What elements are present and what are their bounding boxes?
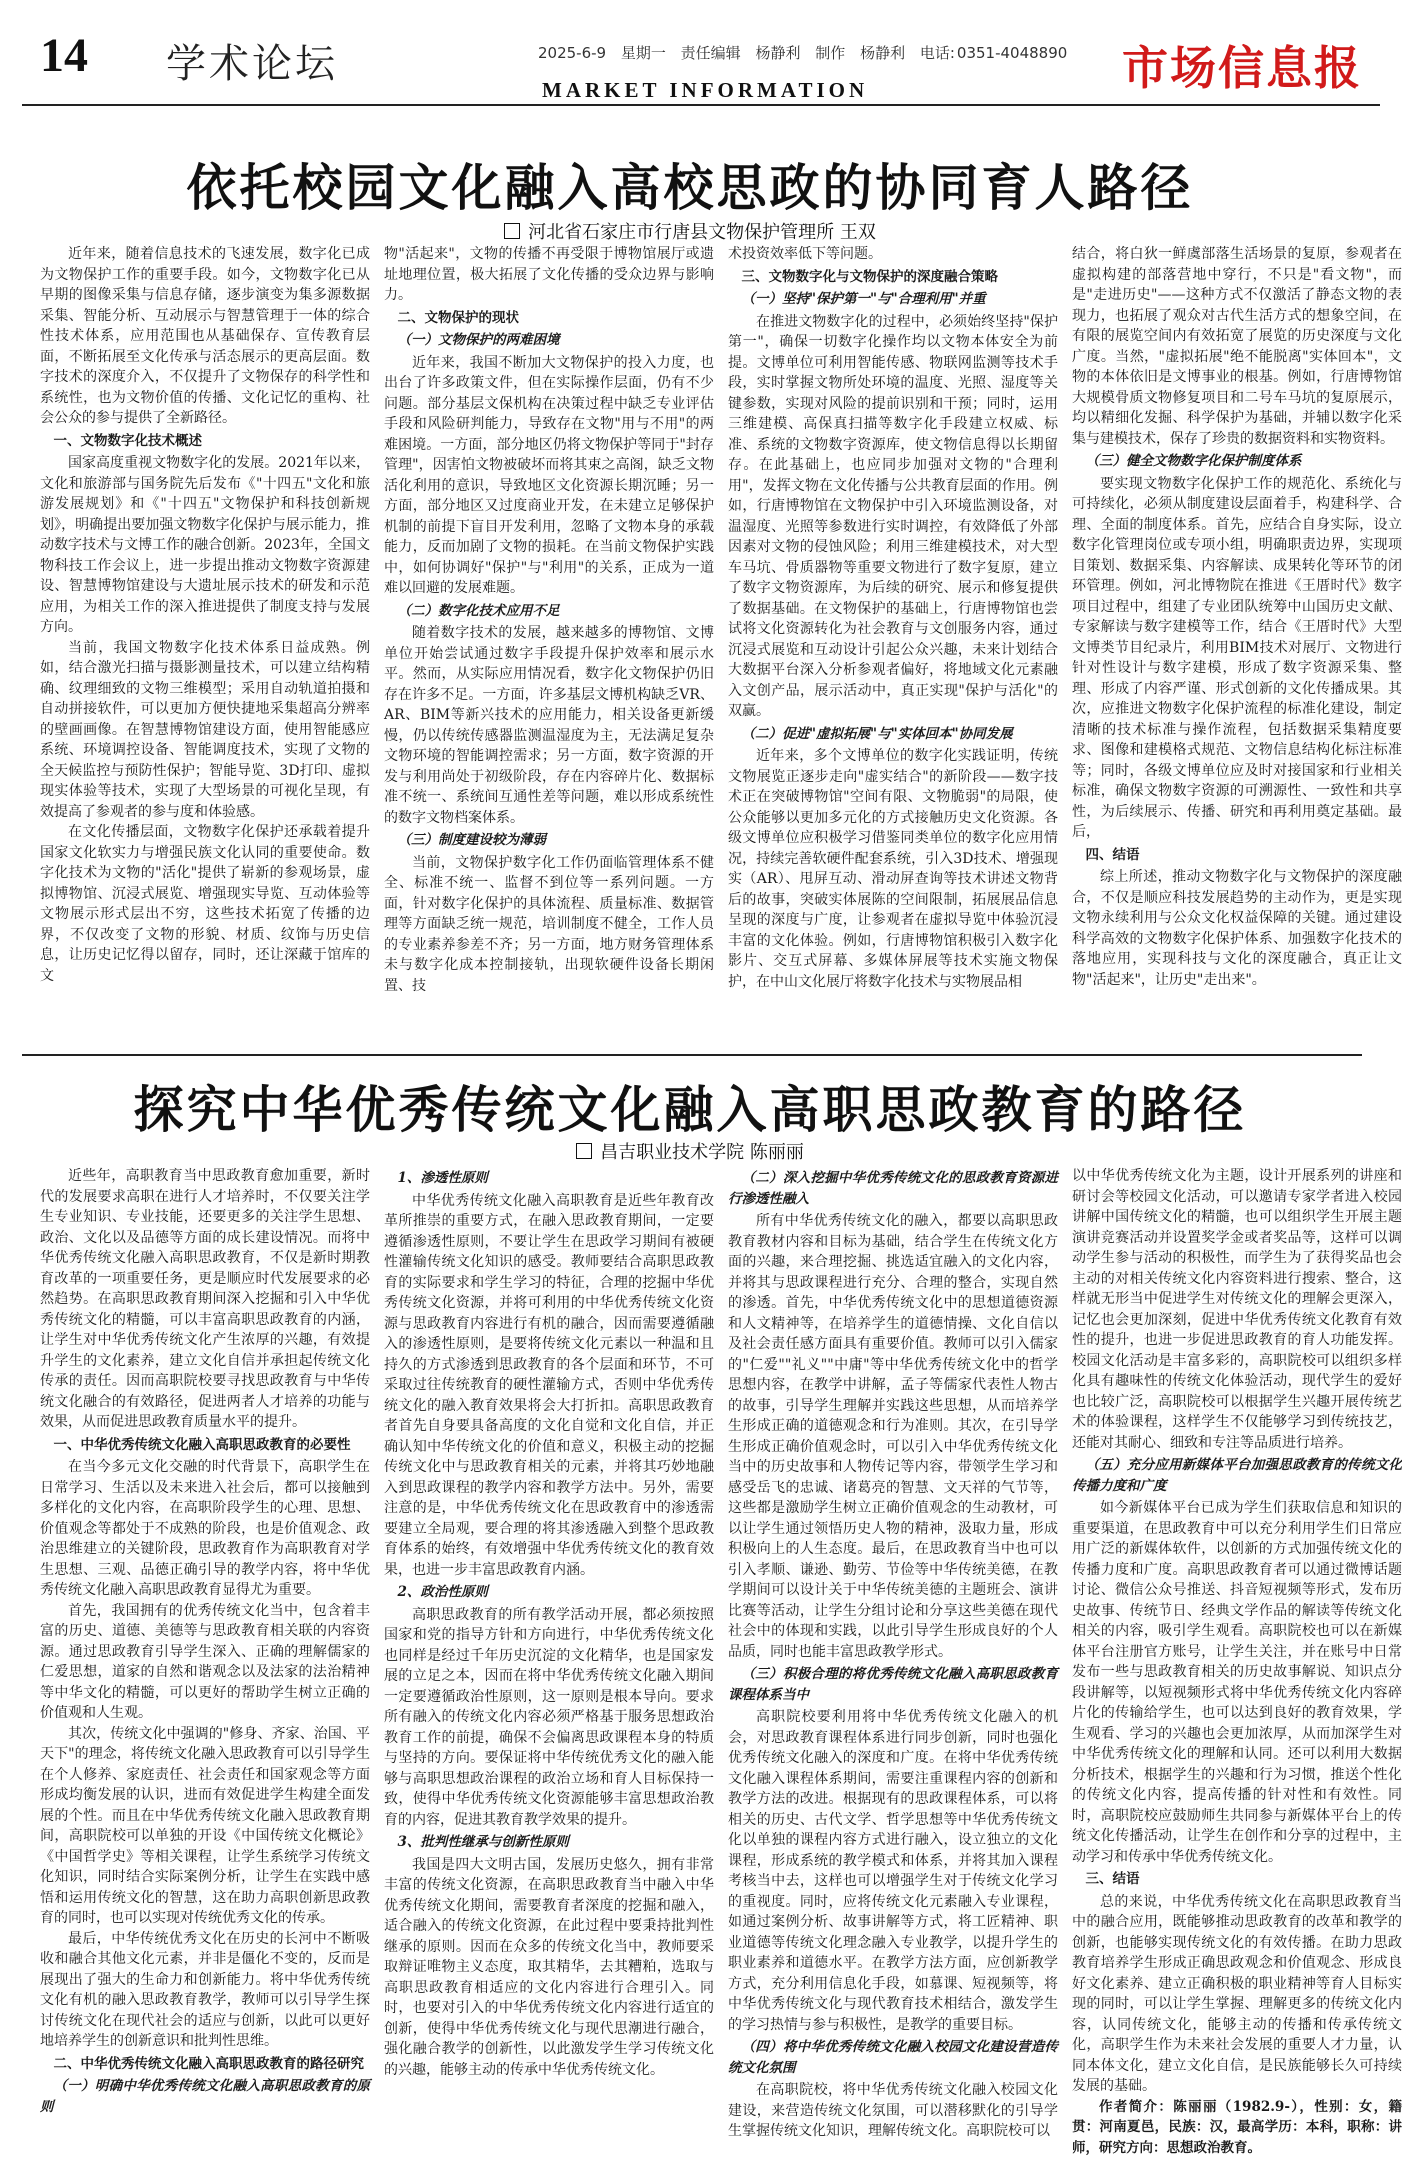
paragraph: 总的来说，中华优秀传统文化在高职思政教育当中的融合应用，既能够推动思政教育的改革和教学的创新，也能够实现传统文化的有效传播。在助力思政教育培养学生形成正确思政观念和价值观念、形成良好文化素养、建立正确积极的职业精神等育人目标实现的同时，可以让学生掌握、理解更多的传统文化内容，认同传统文化，能够主动的传播和传承传统文化，高职学生作为未来社会发展的重要人才力量，认同本体文化，建立文化自信，是民族能够长久可持续发展的基础。	[1072, 1892, 1402, 2097]
header-rule	[22, 104, 1380, 106]
author-bio: 作者简介：陈丽丽（1982.9-），性别：女，籍贯：河南夏邑，民族：汉，最高学历：本科，职称：讲师，研究方向：思想政治教育。	[1072, 2097, 1402, 2158]
paragraph: 中华优秀传统文化融入高职教育是近些年教育改革所推崇的重要方式，在融入思政教育期间，一定要遵循渗透性原则，不要让学生在思政学习期间有被硬性灌输传统文化知识的感受。教师要结合高职思政教育的实际要求和学生学习的特征，合理的挖掘中华优秀传统文化资源，并将可利用的中华优秀传统文化资源与思政教育内容进行有机的融合，因而需要遵循融入的渗透性原则，是要将传统文化元素以一种温和且持久的方式渗透到思政教育的各个层面和环节，不可采取过往传统教育的硬性灌输方式，否则中华优秀传统文化的融入教育效果将会大打折扣。高职思政教育者首先自身要具备高度的文化自觉和文化自信，并正确认知中华传统文化的价值和意义，积极主动的挖掘传统文化中与思政教育相关的元素，并将其巧妙地融入到思政课程的教学内容和教学方法中。另外，需要注意的是，中华优秀传统文化在思政教育中的渗透需要建立全局观，要合理的将其渗透融入到整个思政教育体系的始终，有效增强中华优秀传统文化的教育效果，也进一步丰富思政教育内涵。	[384, 1191, 714, 1581]
subsection-heading: 3、批判性继承与创新性原则	[384, 1832, 714, 1853]
subsection-heading: （一）明确中华优秀传统文化融入高职思政教育的原则	[40, 2076, 370, 2117]
paragraph: 在高职院校，将中华优秀传统文化融入校园文化建设，来营造传统文化氛围，可以潜移默化的引导学生掌握传统文化知识，理解传统文化。高职院校可以	[728, 2080, 1058, 2142]
article2-author: 昌吉职业技术学院 陈丽丽	[600, 1142, 804, 1163]
byline-box-icon	[576, 1143, 592, 1159]
paragraph: 近些年，高职教育当中思政教育愈加重要，新时代的发展要求高职在进行人才培养时，不仅要关注学生专业知识、专业技能，还要更多的关注学生思想、政治、文化以及品德等方面的成长建设情况。而将中华优秀传统文化融入高职思政教育，不仅是新时期教育改革的一项重要任务，更是顺应时代发展要求的必然趋势。在高职思政教育期间深入挖掘和引入中华优秀传统文化的精髓，可以丰富高职思政教育的内涵，让学生对中华优秀传统文化产生浓厚的兴趣，有效提升学生的文化素养，建立文化自信并承担起传统文化传承的责任。因而高职院校要寻找思政教育与中华传统文化融合的有效路径，促进两者人才培养的功能与效果，从而促进思政教育质量水平的提升。	[40, 1166, 370, 1433]
paragraph: 国家高度重视文物数字化的发展。2021年以来，文化和旅游部与国务院先后发布《"十四五"文化和旅游发展规划》和《"十四五"文物保护和科技创新规划》，明确提出要加强文物数字化保护与展示能力，推动数字技术与文博工作的融合创新。2023年，全国文物科技工作会议上，进一步提出推动文物数字资源建设、智慧博物馆建设与大遗址展示技术的研发和示范应用，为相关工作的深入推进提供了制度支持与发展方向。	[40, 453, 370, 638]
section-heading: 二、文物保护的现状	[384, 308, 714, 329]
article1-col3	[728, 244, 1058, 1044]
article1-col1	[40, 244, 370, 1044]
article2-title: 探究中华优秀传统文化融入高职思政教育的路径	[0, 1070, 1380, 1142]
article1-body	[40, 244, 1402, 1044]
paragraph-continued: 物"活起来"，文物的传播不再受限于博物馆展厅或遗址地理位置，极大拓展了文化传播的受众边界与影响力。	[384, 244, 714, 306]
article1-author: 河北省石家庄市行唐县文物保护管理所 王双	[528, 222, 876, 243]
paragraph: 要实现文物数字化保护工作的规范化、系统化与可持续化，必须从制度建设层面着手，构建科学、合理、全面的制度体系。首先，应结合自身实际，设立数字化管理岗位或专项小组，明确职责边界，实现项目策划、数据采集、内容解读、成果转化等环节的闭环管理。例如，河北博物院在推进《王厝时代》数字项目过程中，组建了专业团队统筹中山国历史文献、专家解读与数字建模等工作，结合《王厝时代》大型文博类节目纪录片，利用BIM技术对展厅、文物进行针对性设计与数字建模，形成了数字资源采集、整理、形成了内容严谨、形式创新的文化传播成果。其次，应推进文物数字化保护流程的标准化建设，制定清晰的技术标准与操作流程，包括数据采集精度要求、图像和建模格式规范、文物信息结构化标注标准等；同时，各级文博单位应及时对接国家和行业相关标准，确保文物数字资源的可溯源性、一致性和共享性，为后续展示、传播、研究和再利用奠定基础。最后，	[1072, 474, 1402, 843]
section-title: 学术论坛	[166, 32, 338, 89]
paragraph: 所有中华优秀传统文化的融入，都要以高职思政教育教材内容和目标为基础，结合学生在传统文化方面的兴趣，来合理挖掘、挑选适宜融入的文化内容，并将其与思政课程进行充分、合理的整合，实现自然的渗透。首先，中华优秀传统文化中的思想道德资源和人文精神等，在培养学生的道德情操、文化自信以及社会责任感方面具有重要价值。教师可以引入儒家的"仁爱""礼义""中庸"等中华优秀传统文化中的哲学思想内容，在教学中讲解，孟子等儒家代表性人物古的故事，引导学生理解并实践这些思想，从而培养学生形成正确的道德观念和行为准则。其次，在引导学生形成正确价值观念时，可以引入中华优秀传统文化当中的历史故事和人物传记等内容，带领学生学习和感受岳飞的忠诚、诸葛亮的智慧、文天祥的气节等，这些都是激励学生树立正确价值观念的生动教材，可以让学生通过领悟历史人物的精神，汲取力量，形成积极向上的人生态度。最后，在思政教育当中也可以引入孝顺、谦逊、勤劳、节俭等中华传统美德，在教学期间可以设计关于中华传统美德的主题班会、演讲比赛等活动，让学生分组讨论和分享这些美德在现代社会中的体现和实践，以此引导学生形成良好的个人品质，同时也能丰富思政教学形式。	[728, 1211, 1058, 1662]
paragraph: 综上所述，推动文物数字化与文物保护的深度融合，不仅是顺应科技发展趋势的主动作为，更是实现文物永续利用与公众文化权益保障的关键。通过建设科学高效的文物数字化保护体系、加强数字化技术的落地应用，实现科技与文化的深度融合，真正让文物"活起来"，让历史"走出来"。	[1072, 867, 1402, 990]
article1-col4	[1072, 244, 1402, 1044]
subsection-heading: （三）制度建设较为薄弱	[384, 830, 714, 851]
article2-col2	[384, 1166, 714, 1986]
article1-col2	[384, 244, 714, 1044]
paragraph: 最后，中华传统优秀文化在历史的长河中不断吸收和融合其他文化元素，并非是僵化不变的，反而是展现出了强大的生命力和创新能力。将中华优秀传统文化有机的融入思政教育教学，教师可以引导学生探讨传统文化在现代社会的适应与创新，以此可以更好地培养学生的创新意识和批判性思维。	[40, 1929, 370, 2052]
section-heading: 三、文物数字化与文物保护的深度融合策略	[728, 267, 1058, 288]
article2-col4	[1072, 1166, 1402, 1986]
byline-box-icon	[504, 223, 520, 239]
paragraph: 近年来，我国不断加大文物保护的投入力度，也出台了许多政策文件，但在实际操作层面，仍有不少问题。部分基层文保机构在决策过程中缺乏专业评估手段和风险研判能力，导致存在文物"用与不用"的两难困境。一方面，部分地区仍将文物保护等同于"封存管理"，因害怕文物被破坏而将其束之高阁，缺乏文物活化利用的意识，导致地区文化资源长期沉睡；另一方面，部分地区又过度商业开发，在未建立足够保护机制的前提下盲目开发利用，忽略了文物本身的承载能力，反而加剧了文物的损耗。在当前文物保护实践中，如何协调好"保护"与"利用"的关系，正成为一道难以回避的发展难题。	[384, 353, 714, 599]
subsection-heading: （一）坚持"保护第一"与"合理利用"并重	[728, 289, 1058, 310]
paragraph: 如今新媒体平台已成为学生们获取信息和知识的重要渠道，在思政教育中可以充分利用学生们日常应用广泛的新媒体软件，以创新的方式加强传统文化的传播力度和广度。高职思政教育者可以通过微博话题讨论、微信公众号推送、抖音短视频等形式，发布历史故事、传统节日、经典文学作品的解读等传统文化相关的内容，吸引学生观看。高职院校也可以在新媒体平台注册官方账号，让学生关注，并在账号中日常发布一些与思政教育相关的历史故事解说、知识点分段讲解等，以短视频形式将中华优秀传统文化内容碎片化的传输给学生，也可以达到良好的教育效果，学生观看、学习的兴趣也会更加浓厚，从而加深学生对中华优秀传统文化的理解和认同。还可以利用大数据分析技术，根据学生的兴趣和行为习惯，推送个性化的传统文化内容，提高传播的针对性和有效性。同时，高职院校应鼓励师生共同参与新媒体平台上的传统文化传播活动，让学生在创作和分享的过程中，主动学习和传承中华优秀传统文化。	[1072, 1498, 1402, 1867]
phone-number: 0351-4048890	[957, 44, 1067, 62]
paragraph: 近年来，多个文博单位的数字化实践证明，传统文物展览正逐步走向"虚实结合"的新阶段——数字技术正在突破博物馆"空间有限、文物脆弱"的局限，使公众能够以更加多元化的方式接触历史文化资源。各级文博单位应积极学习借鉴同类单位的数字化应用情况，持续完善软硬件配套系统，引入3D技术、增强现实（AR）、甩屏互动、滑动屏查询等技术讲述文物背后的故事，突破实体展陈的空间限制，拓展展品信息呈现的深度与广度，让参观者在虚拟导览中体验沉浸丰富的文化体验。例如，行唐博物馆积极引入数字化影片、交互式屏幕、多媒体屏展等技术实施文物保护，在中山文化展厅将数字化技术与实物展品相	[728, 746, 1058, 992]
paragraph: 随着数字技术的发展，越来越多的博物馆、文博单位开始尝试通过数字手段提升保护效率和展示水平。然而，从实际应用情况看，数字化文物保护仍旧存在许多不足。一方面，许多基层文博机构缺乏VR、AR、BIM等新兴技术的应用能力，相关设备更新缓慢，仍以传统传感器监测温湿度为主，无法满足复杂文物环境的智能调控需求；另一方面，数字资源的开发与利用尚处于初级阶段，存在内容碎片化、数据标准不统一、系统间互通性差等问题，难以形成系统性的数字文物档案体系。	[384, 623, 714, 828]
producer-name: 杨静利	[860, 44, 905, 62]
subsection-heading: （二）数字化技术应用不足	[384, 601, 714, 622]
issue-weekday: 星期一	[621, 44, 666, 62]
section-heading: 四、结语	[1072, 845, 1402, 866]
article2-byline	[0, 1138, 1380, 1164]
masthead-logo: 市场信息报	[1122, 32, 1362, 98]
page-number: 14	[40, 28, 88, 83]
paragraph: 高职院校要利用将中华优秀传统文化融入的机会，对思政教育课程体系进行同步创新，同时也强化优秀传统文化融入的深度和广度。在将中华优秀传统文化融入课程体系期间，需要注重课程内容的创新和教学方法的改进。根据现有的思政课程体系，可以将相关的历史、古代文学、哲学思想等中华优秀传统文化以单独的课程内容方式进行融入，设立独立的文化课程，形成系统的教学模式和体系，并将其加入课程考核当中去，这样也可以增强学生对于传统文化学习的重视度。同时，应将传统文化元素融入专业课程，如通过案例分析、故事讲解等方式，将工匠精神、职业道德等传统文化理念融入专业教学，以提升学生的职业素养和道德水平。在教学方法方面，应创新教学方式，充分利用信息化手段，如慕课、短视频等，将中华优秀传统文化与现代教育技术相结合，激发学生的学习热情与参与积极性，是教学的重要目标。	[728, 1707, 1058, 2035]
subsection-heading: （四）将中华优秀传统文化融入校园文化建设营造传统文化氛围	[728, 2037, 1058, 2078]
subsection-heading: （三）健全文物数字化保护制度体系	[1072, 451, 1402, 472]
paragraph: 首先，我国拥有的优秀传统文化当中，包含着丰富的历史、道德、美德等与思政教育相关联的内容资源。通过思政教育引导学生深入、正确的理解儒家的仁爱思想，道家的自然和谐观念以及法家的法治精神等中华文化的精髓，可以更好的帮助学生树立正确的价值观和人生观。	[40, 1601, 370, 1724]
subsection-heading: （三）积极合理的将优秀传统文化融入高职思政教育课程体系当中	[728, 1664, 1058, 1705]
paragraph: 在文化传播层面，文物数字化保护还承载着提升国家文化软实力与增强民族文化认同的重要使命。数字化技术为文物的"活化"提供了崭新的参观场景，虚拟博物馆、沉浸式展览、增强现实导览、互动体验等文物展示形式层出不穷，这些技术拓宽了传播的边界，不仅改变了文物的形貌、材质、纹饰与历史信息，让历史记忆得以留存，同时，还让深藏于馆库的文	[40, 822, 370, 986]
section-heading: 二、中华优秀传统文化融入高职思政教育的路径研究	[40, 2054, 370, 2075]
article2-col1	[40, 1166, 370, 1986]
subsection-heading: （二）促进"虚拟拓展"与"实体回本"协同发展	[728, 724, 1058, 745]
section-heading: 一、中华优秀传统文化融入高职思政教育的必要性	[40, 1435, 370, 1456]
paragraph-continued: 术投资效率低下等问题。	[728, 244, 1058, 265]
paragraph: 当前，我国文物数字化技术体系日益成熟。例如，结合激光扫描与摄影测量技术，可以建立结构精确、纹理细致的文物三维模型；采用自动轨道拍摄和自动拼接软件，可以更加方便快捷地采集超高分辨率的壁画画像。在智慧博物馆建设方面，使用智能感应系统、环境调控设备、智能调度技术，实现了文物的全天候监控与预防性保护；智能导览、3D打印、虚拟现实体验等技术，实现了大型场景的可视化呈现，有效提高了参观者的参与度和体验感。	[40, 638, 370, 823]
issue-meta	[538, 42, 1077, 63]
paragraph-continued: 结合，将白狄一鲜虞部落生活场景的复原，参观者在虚拟构建的部落营地中穿行，不只是"看文物"，而是"走进历史"——这种方式不仅激活了静态文物的表现力，也拓展了观众对古代生活方式的想象空间，在有限的展览空间内有效拓宽了展览的历史深度与文化广度。当然，"虚拟拓展"绝不能脱离"实体回本"，文物的本体依旧是文博事业的根基。例如，行唐博物馆大规模骨质文物修复项目和二号车马坑的复原展示，均以精细化发掘、科学保护为基础，并辅以数字化采集与建模技术，保存了珍贵的数据资料和实物资料。	[1072, 244, 1402, 449]
subsection-heading: （二）深入挖掘中华优秀传统文化的思政教育资源进行渗透性融入	[728, 1168, 1058, 1209]
subsection-heading: （一）文物保护的两难困境	[384, 330, 714, 351]
editor-label: 责任编辑	[681, 44, 741, 62]
paragraph: 在推进文物数字化的过程中，必须始终坚持"保护第一"，确保一切数字化操作均以文物本体安全为前提。文博单位可利用智能传感、物联网监测等技术手段，实时掌握文物所处环境的温度、光照、湿度等关键参数，实现对风险的提前识别和干预；同时，运用三维建模、高保真扫描等数字化手段建立权威、标准、系统的文物数字资源库，使文物信息得以长期留存。在此基础上，也应同步加强对文物的"合理利用"，发挥文物在文化传播与公共教育层面的作用。例如，行唐博物馆在文物保护中引入环境监测设备，对温湿度、光照等参数进行实时调控，有效降低了外部因素对文物的侵蚀风险；利用三维建模技术，对大型车马坑、骨质器物等重要文物进行了数字复原，建立了数字文物资源库，为后续的研究、展示和修复提供了数据基础。在文物保护的基础上，行唐博物馆也尝试将文化资源转化为社会教育与文创服务内容，通过沉浸式展览和互动设计引起公众兴趣，未来计划结合大数据平台深入分析参观者偏好，将地域文化元素融入文创产品，展示活动中，真正实现"保护与活化"的双赢。	[728, 312, 1058, 722]
paragraph: 我国是四大文明古国，发展历史悠久，拥有非常丰富的传统文化资源，在高职思政教育当中融入中华优秀传统文化期间，需要教育者深度的挖掘和融入，适合融入的传统文化资源，在此过程中要秉持批判性继承的原则。因而在众多的传统文化当中，教师要采取辩证唯物主义态度，取其精华，去其糟粕，选取与高职思政教育相适应的文化内容进行合理引入。同时，也要对引入的中华优秀传统文化内容进行适宜的创新，使得中华优秀传统文化与现代思潮进行融合，强化融合教学的创新性，以此激发学生学习传统文化的兴趣，能够主动的传承中华优秀传统文化。	[384, 1855, 714, 2081]
article2-body	[40, 1166, 1402, 1986]
article2-col3	[728, 1166, 1058, 1986]
paragraph: 其次，传统文化中强调的"修身、齐家、治国、平天下"的理念，将传统文化融入思政教育可以引导学生在个人修养、家庭责任、社会责任和国家观念等方面形成均衡发展的认识，进而有效促进学生构建全面发展的个性。而且在中华优秀传统文化融入思政教育期间，高职院校可以单独的开设《中国传统文化概论》《中国哲学史》等相关课程，让学生系统学习传统文化知识，同时结合实际案例分析，让学生在实践中感悟和运用传统文化的智慧，这在助力高职创新思政教育的同时，也可以实现对传统优秀文化的传承。	[40, 1724, 370, 1929]
subsection-heading: （五）充分应用新媒体平台加强思政教育的传统文化传播力度和广度	[1072, 1455, 1402, 1496]
paragraph-continued: 以中华优秀传统文化为主题，设计开展系列的讲座和研讨会等校园文化活动，可以邀请专家学者进入校园讲解中国传统文化的精髓，也可以组织学生开展主题演讲竞赛活动并设置奖学金或者奖品等，这样可以调动学生参与活动的积极性，而学生为了获得奖品也会主动的对相关传统文化内容资料进行搜索、整合，这样就无形当中促进学生对传统文化的理解会更深入，记忆也会更加深刻，促进中华优秀传统文化教育有效性的提升，也进一步促进思政教育的育人功能发挥。校园文化活动是丰富多彩的，高职院校可以组织多样化具有趣味性的传统文化体验活动，现代学生的爱好也比较广泛，高职院校可以根据学生兴趣开展传统艺术的体验课程，这样学生不仅能够学习到传统技艺，还能对其耐心、细致和专注等品质进行培养。	[1072, 1166, 1402, 1453]
section-heading: 一、文物数字化技术概述	[40, 431, 370, 452]
page-header	[18, 14, 1362, 102]
paragraph: 近年来，随着信息技术的飞速发展，数字化已成为文物保护工作的重要手段。如今，文物数字化已从早期的图像采集与信息存储，逐步演变为集多源数据采集、智能分析、互动展示与智慧管理于一体的综合性技术体系，应用范围也从基础保存、宣传教育层面，不断拓展至文化传承与活态展示的更高层面。数字技术的深度介入，不仅提升了文物保存的科学性和系统性，也为文物价值的传播、文化记忆的重构、社会公众的参与提供了全新路径。	[40, 244, 370, 429]
paragraph: 在当今多元文化交融的时代背景下，高职学生在日常学习、生活以及未来进入社会后，都可以接触到多样化的文化内容，在高职阶段学生的心理、思想、价值观念等都处于不成熟的阶段，也是价值观念、政治思维建立的关键阶段，思政教育作为高职教育对学生思想、三观、品德正确引导的教学内容，将中华优秀传统文化融入高职思政教育显得尤为重要。	[40, 1457, 370, 1601]
article1-title: 依托校园文化融入高校思政的协同育人路径	[0, 148, 1380, 220]
section-heading: 三、结语	[1072, 1869, 1402, 1890]
paragraph: 当前，文物保护数字化工作仍面临管理体系不健全、标准不统一、监督不到位等一系列问题。一方面，针对数字化保护的具体流程、质量标准、数据管理等方面缺乏统一规范，培训制度不健全，工作人员的专业素养参差不齐；另一方面，地方财务管理体系未与数字化成本控制接轨，出现软硬件设备长期闲置、技	[384, 853, 714, 997]
subsection-heading: 1、渗透性原则	[384, 1168, 714, 1189]
producer-label: 制作	[815, 44, 845, 62]
paper-english-name: MARKET INFORMATION	[542, 78, 868, 103]
subsection-heading: 2、政治性原则	[384, 1582, 714, 1603]
phone-label: 电话:	[920, 44, 955, 62]
editor-name: 杨静利	[755, 44, 800, 62]
article1-byline	[0, 218, 1380, 244]
issue-date: 2025-6-9	[538, 44, 606, 62]
article-divider	[22, 1054, 1362, 1056]
paragraph: 高职思政教育的所有教学活动开展，都必须按照国家和党的指导方针和方向进行，中华优秀传统文化也同样是经过千年历史沉淀的文化精华，也是国家发展的立足之本，因而在将中华优秀传统文化融入期间一定要遵循政治性原则，这一原则是根本导向。要求所有融入的传统文化内容必须严格基于服务思想政治教育工作的前提，确保不会偏离思政课程本身的特质与坚持的方向。要保证将中华传统优秀文化的融入能够与高职思想政治课程的政治立场和育人目标保持一致，使得中华优秀传统文化资源能够丰富思想政治教育的内容，促进其教育教学效果的提升。	[384, 1605, 714, 1831]
